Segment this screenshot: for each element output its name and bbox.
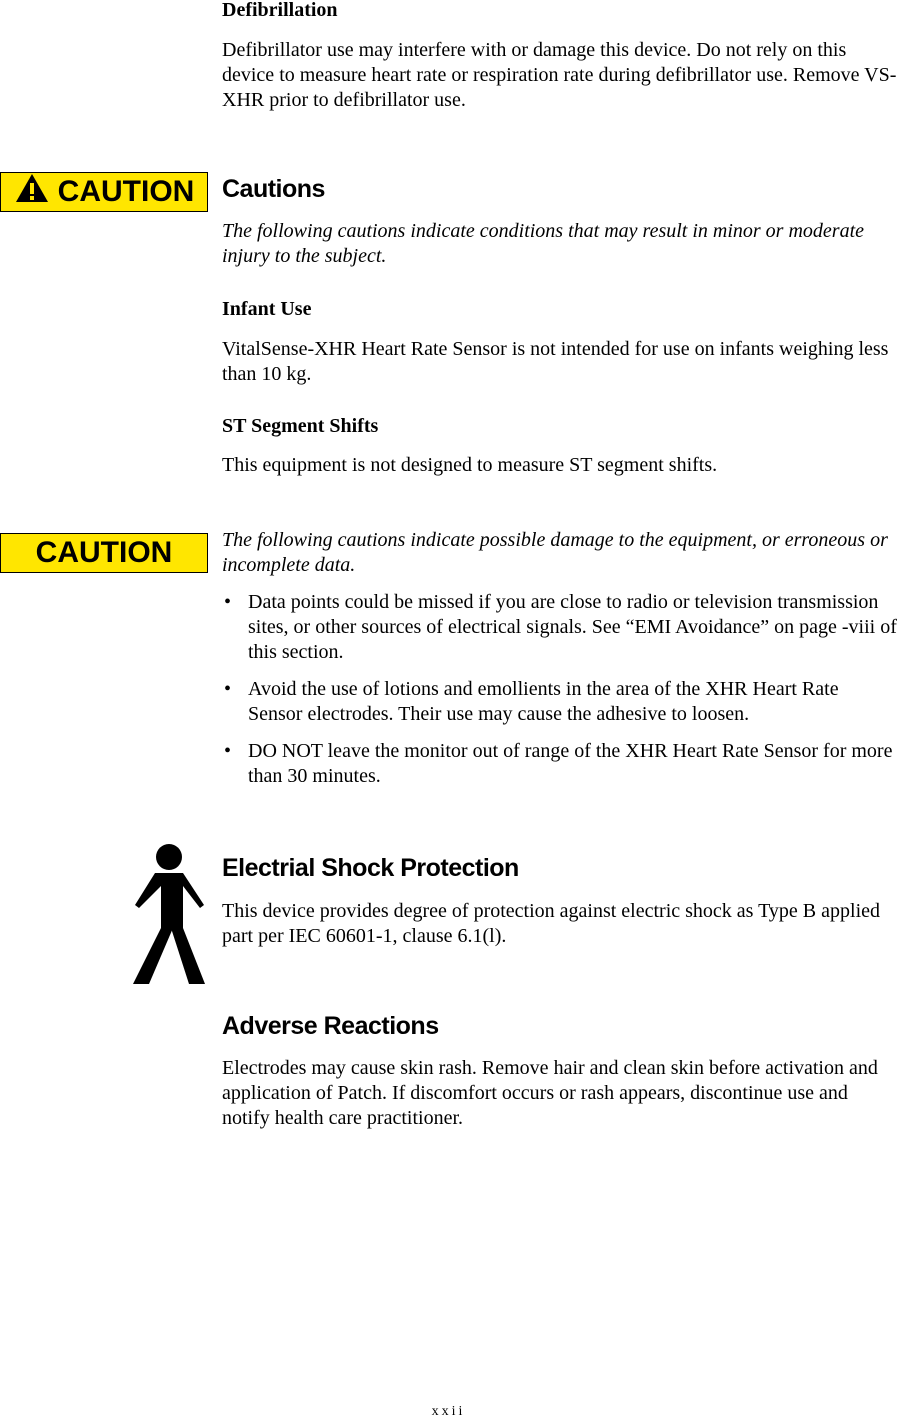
- list-item: • Avoid the use of lotions and emollients in the area of the XHR Heart Rate Sensor electrodes. Their use may cause the adhesive to loosen.: [224, 678, 839, 725]
- type-b-applied-part-icon: [124, 842, 210, 988]
- adverse-reactions-title: Adverse Reactions: [222, 1012, 439, 1040]
- caution-label-text: CAUTION: [57, 175, 195, 208]
- adverse-reactions-text: Electrodes may cause skin rash. Remove hair and clean skin before activation and application of Patch. If discomfort occurs or rash appears, discontinue use and notify health care practitioner.: [222, 1057, 878, 1129]
- list-item: • Data points could be missed if you are close to radio or television transmission sites, or other sources of electrical signals. See “EMI Avoidance” on page -viii of this section.: [224, 591, 897, 663]
- infant-use-text: VitalSense-XHR Heart Rate Sensor is not intended for use on infants weighing less than 10 kg.: [222, 338, 889, 385]
- st-segment-text: This equipment is not designed to measure ST segment shifts.: [222, 454, 718, 476]
- caution-bullet-list: [222, 590, 897, 801]
- shock-protection-title: Electrial Shock Protection: [222, 854, 519, 882]
- equipment-cautions-intro: The following cautions indicate possible damage to the equipment, or erroneous or incomplete data.: [222, 529, 888, 576]
- list-item: • DO NOT leave the monitor out of range of the XHR Heart Rate Sensor for more than 30 minutes.: [224, 740, 893, 787]
- caution-label: CAUTION: [0, 533, 208, 573]
- cautions-title: Cautions: [222, 175, 325, 203]
- warning-triangle-icon: [14, 172, 50, 212]
- cautions-intro: The following cautions indicate conditions that may result in minor or moderate injury to the subject.: [222, 220, 865, 267]
- st-segment-heading: ST Segment Shifts: [222, 415, 379, 437]
- infant-use-heading: Infant Use: [222, 298, 312, 320]
- defibrillation-text: Defibrillator use may interfere with or damage this device. Do not rely on this device to measure heart rate or respiration rate during defibrillator use. Remove VS-XHR prior to defibrillator use.: [222, 39, 897, 111]
- defibrillation-heading: Defibrillation: [222, 0, 338, 21]
- shock-protection-text: This device provides degree of protection against electric shock as Type B applied part per IEC 60601-1, clause 6.1(l).: [222, 900, 881, 947]
- caution-label-with-icon: [0, 172, 208, 212]
- page-number: xxii: [431, 1404, 466, 1419]
